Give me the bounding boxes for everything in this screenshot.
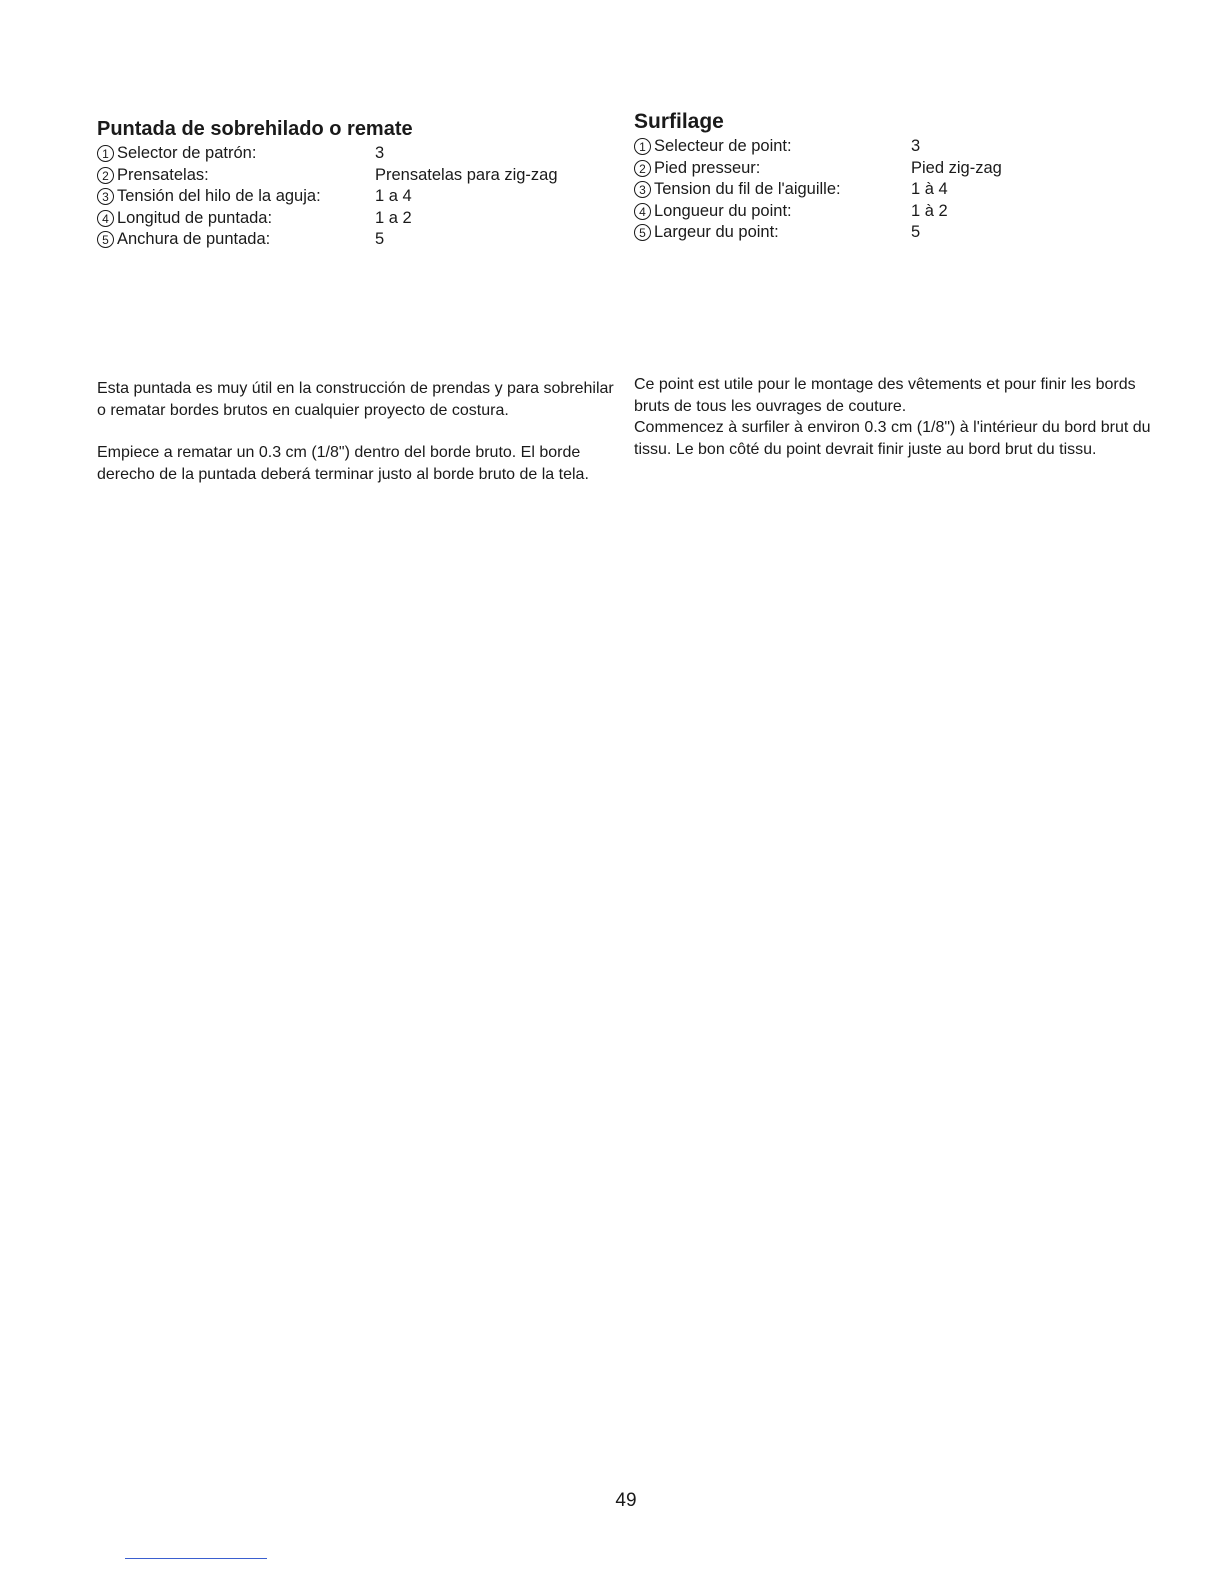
spanish-setting-row [97, 143, 558, 165]
setting-label: Largeur du point: [654, 223, 779, 241]
spanish-paragraph-1: Esta puntada es muy útil en la construcción de prendas y para sobrehilar o rematar bordes brutos en cualquier proyecto de costura. [97, 380, 614, 419]
setting-value: Pied zig-zag [911, 158, 1002, 177]
circled-number-2: 2 [97, 167, 114, 184]
setting-value: 1 à 2 [911, 201, 948, 220]
setting-label: Longueur du point: [654, 201, 792, 220]
french-setting-row [634, 222, 1002, 244]
setting-label: Tension du fil de l'aiguille: [654, 180, 841, 198]
setting-value: 1 a 4 [375, 187, 412, 205]
circled-number-1: 1 [97, 145, 114, 162]
setting-label: Pied presseur: [654, 158, 761, 177]
spanish-setting-row [97, 208, 558, 230]
setting-value: 5 [911, 223, 921, 241]
french-paragraph-2: Commencez à surfiler à environ 0.3 cm (1/8") à l'intérieur du bord brut du tissu. Le bon côté du point devrait finir juste au bord brut du tissu. [634, 419, 1151, 458]
setting-label: Longitud de puntada: [117, 208, 273, 227]
spanish-paragraph-2: Empiece a rematar un 0.3 cm (1/8") dentro del borde bruto. El borde derecho de la puntada deberá terminar justo al borde bruto de la tela. [97, 444, 589, 483]
spanish-setting-row [97, 186, 558, 208]
circled-number-3: 3 [634, 181, 651, 198]
circled-number-5: 5 [634, 224, 651, 241]
spanish-settings-list [97, 143, 558, 251]
setting-label: Selecteur de point: [654, 137, 792, 155]
footer-divider [125, 1558, 267, 1559]
french-setting-row [634, 201, 1002, 223]
spanish-section-title: Puntada de sobrehilado o remate [97, 118, 413, 140]
french-setting-row [634, 136, 1002, 158]
french-paragraph-1: Ce point est utile pour le montage des vêtements et pour finir les bords bruts de tous les ouvrages de couture. [634, 376, 1136, 415]
circled-number-1: 1 [634, 138, 651, 155]
circled-number-4: 4 [634, 203, 651, 220]
setting-value: 1 à 4 [911, 180, 948, 198]
circled-number-2: 2 [634, 160, 651, 177]
setting-value: Prensatelas para zig-zag [375, 165, 558, 184]
setting-label: Anchura de puntada: [117, 230, 271, 248]
circled-number-4: 4 [97, 210, 114, 227]
circled-number-3: 3 [97, 188, 114, 205]
setting-label: Selector de patrón: [117, 144, 257, 162]
setting-value: 5 [375, 230, 385, 248]
setting-value: 3 [375, 144, 385, 162]
circled-number-5: 5 [97, 231, 114, 248]
setting-label: Prensatelas: [117, 165, 209, 184]
setting-value: 1 a 2 [375, 208, 412, 227]
setting-value: 3 [911, 137, 921, 155]
french-section-title: Surfilage [634, 110, 724, 133]
french-setting-row [634, 158, 1002, 180]
french-settings-list [634, 136, 1002, 244]
spanish-setting-row [97, 165, 558, 187]
page-number: 49 [615, 1490, 637, 1511]
spanish-setting-row [97, 229, 558, 251]
french-setting-row [634, 179, 1002, 201]
setting-label: Tensión del hilo de la aguja: [117, 187, 321, 205]
